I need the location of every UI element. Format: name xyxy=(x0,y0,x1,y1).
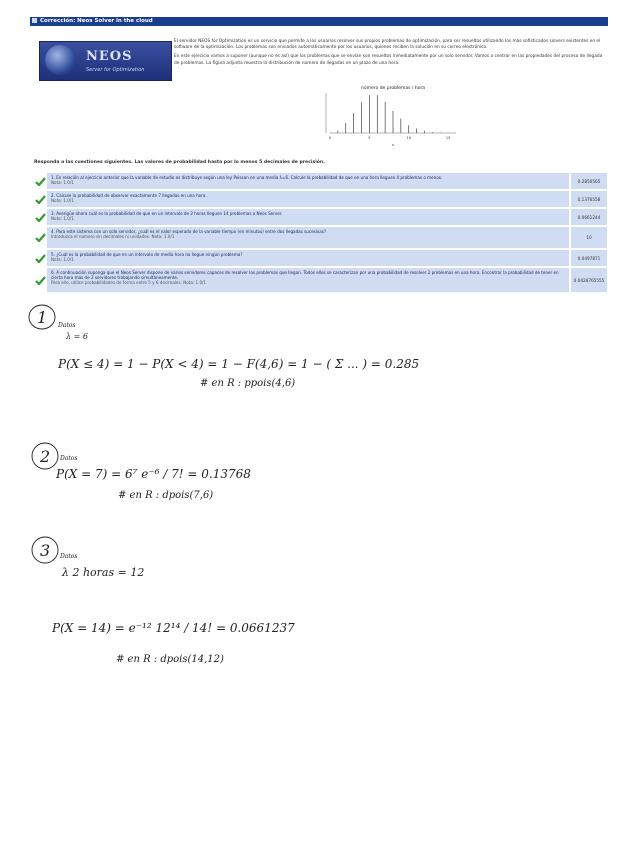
question-prompt: 2. Calcule la probabilidad de observar exactamente 7 llegadas en una hora. xyxy=(51,193,207,198)
question-row xyxy=(33,173,607,189)
questions-lead: Responda a las cuestiones siguientes. Las valores de probabilidad hasta por lo menos 5 decimales de precisión. xyxy=(34,160,325,165)
logo-line2: Server for Optimization xyxy=(86,67,145,73)
hw-1-label: Datos xyxy=(58,322,76,329)
window-icon xyxy=(32,18,37,23)
answer-value: 0.0497871 xyxy=(571,250,607,266)
question-row xyxy=(33,209,607,225)
question-prompt: 5. ¿Cuál es la probabilidad de que en un intervalo de media hora no llegue ningún problema? xyxy=(51,252,243,257)
hw-3-r-code: # en R : dpois(14,12) xyxy=(116,654,224,665)
question-note: Nota: 1.0/1 xyxy=(51,180,74,186)
checkmark-icon xyxy=(33,209,47,225)
answer-value: 0.0661244 xyxy=(571,209,607,225)
question-note: Nota: 1.0/1 xyxy=(51,257,74,263)
intro-paragraph-1: El servidor NEOS for Optimization es un servicio que permite a los usuarios resolver sus propios problemas de optimización, para ser resueltos utilizando los más sofisticados solvers existentes en el software de la optimización. Los problemas son enviados automáticamente por los usuarios, quienes reciben la solución en su correo electrónico. xyxy=(174,39,601,51)
question-prompt: 3. Averigüe ahora cuál es la probabilidad de que en un intervalo de 2 horas lleguen 14 problemas a Neos Server. xyxy=(51,211,283,216)
question-note: Nota: 1.0/1 xyxy=(51,198,74,204)
chart-title: número de problemas / hora xyxy=(360,86,426,91)
question-note: Para ello, utilice probabilidades de forma entre 5 y 6 decimales. Nota: 1.0/1 xyxy=(51,280,207,286)
question-prompt: 1. En relación al ejercicio anterior que la variable de estudio es distribuye según una ley Poisson en una media λ=6. Calcule la probabilidad de que en una hora lleguen 4 problemas o menos. xyxy=(51,175,443,180)
hw-3-label: Datos xyxy=(60,553,78,560)
question-row xyxy=(33,250,607,266)
x-tick-label: 5 xyxy=(368,136,371,140)
hw-1-r-code: # en R : ppois(4,6) xyxy=(200,378,296,389)
x-tick-label: 0 xyxy=(328,136,332,140)
hw-2-r-code: # en R : dpois(7,6) xyxy=(118,490,214,501)
hw-3-formula: P(X = 14) = e⁻¹² 12¹⁴ / 14! = 0.0661237 xyxy=(52,621,295,635)
question-note: Introduzca el número sin decimales ni unidades. Nota: 1.0/1 xyxy=(51,234,175,240)
logo-line1: NEOS xyxy=(86,49,133,64)
question-text xyxy=(47,191,569,207)
question-text xyxy=(47,209,569,225)
title-text: Corrección: Neos Solver in the cloud xyxy=(40,18,153,24)
checkmark-icon xyxy=(33,173,47,189)
intro-paragraph-2: En este ejercicio vamos a suponer (aunque no es así) que los problemas que se envían son resueltos inmediatamente por un solo servidor. Vamos a centrar en las propiedades del proceso de llegada de problemas. La figura adjunta muestra la distribución de número de llegadas en un plazo de una hora. xyxy=(174,54,603,66)
title-bar xyxy=(30,17,608,26)
questions-table xyxy=(33,173,607,294)
hw-number-2: 2 xyxy=(40,447,51,466)
question-text xyxy=(47,250,569,266)
checkmark-icon xyxy=(33,191,47,207)
hw-2-label: Datos xyxy=(60,455,78,462)
question-note: Nota: 1.0/1 xyxy=(51,216,74,222)
globe-icon xyxy=(45,45,75,75)
question-text xyxy=(47,173,569,189)
answer-value: 0.0428765555 xyxy=(571,268,607,292)
x-tick-label: 10 xyxy=(406,136,412,140)
arrivals-chart xyxy=(316,83,466,151)
hw-number-3: 3 xyxy=(40,541,51,560)
hw-1-lambda: λ = 6 xyxy=(66,332,88,341)
answer-value: 10 xyxy=(571,227,607,248)
checkmark-icon xyxy=(33,250,47,266)
hw-number-1: 1 xyxy=(37,308,48,327)
handwritten-notes xyxy=(0,300,637,680)
answer-value: 0.1376558 xyxy=(571,191,607,207)
answer-value: 0.2850565 xyxy=(571,173,607,189)
question-text xyxy=(47,227,569,248)
question-text xyxy=(47,268,569,292)
neos-logo xyxy=(39,41,172,81)
question-prompt: 6. A continuación suponga que el Neos Server dispone de varios servidores capaces de resolver los problemas que llegan. Todos ellos se caracterizan por una probabilidad de resolver 2 problemas en una hora. Encontrar la probabilidad de tener en cierta hora más de 2 servidores trabajando simultáneamente. xyxy=(51,270,559,281)
hw-1-formula: P(X ≤ 4) = 1 − P(X < 4) = 1 − F(4,6) = 1 − ( Σ ... ) = 0.285 xyxy=(58,357,420,371)
x-tick-label: 15 xyxy=(445,136,451,140)
checkmark-icon xyxy=(33,227,47,248)
hw-2-formula: P(X = 7) = 6⁷ e⁻⁶ / 7! = 0.13768 xyxy=(56,467,251,481)
checkmark-icon xyxy=(33,268,47,292)
question-prompt: 4. Para este sistema con un solo servidor, ¿cuál es el valor esperado de la variable tiempo (en minutos) entre dos llegadas sucesivas? xyxy=(51,229,327,234)
intro-text xyxy=(174,39,608,70)
x-axis-label: x xyxy=(391,143,395,147)
question-row xyxy=(33,191,607,207)
hw-3-lambda: λ 2 horas = 12 xyxy=(62,566,145,579)
question-row xyxy=(33,268,607,292)
question-row xyxy=(33,227,607,248)
